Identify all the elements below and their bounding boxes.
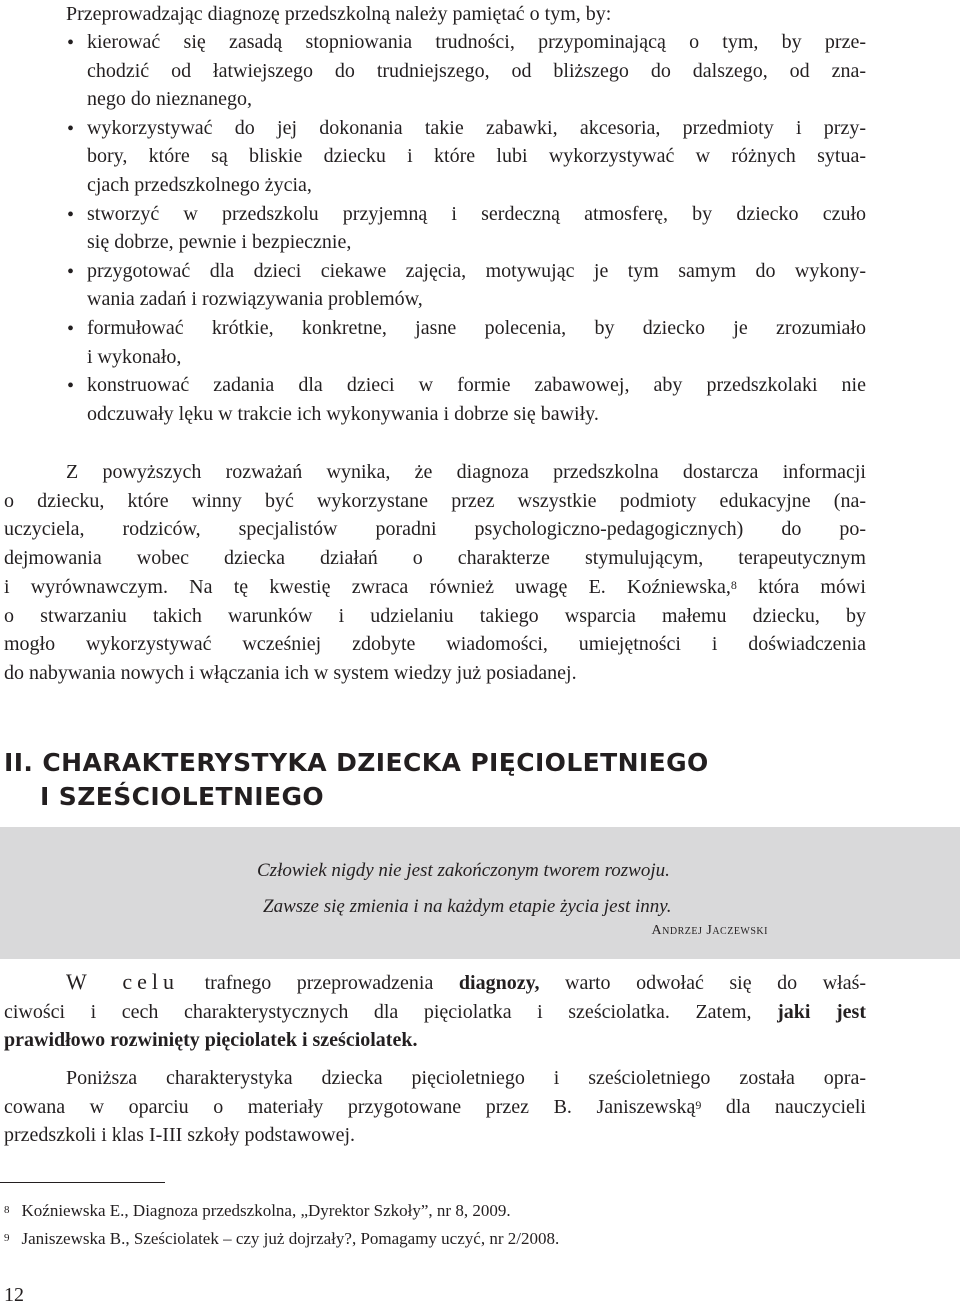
epigraph-line: Człowiek nigdy nie jest zakończonym tworem rozwoju. <box>257 860 670 881</box>
list-item-line: przygotować dla dzieci ciekawe zajęcia, motywując je tym samym do wykony- <box>87 259 866 282</box>
section-heading <box>4 746 709 814</box>
paragraph-text: ciwości i cech charakterystycznych dla pięciolatka i sześciolatka. Zatem, <box>4 1000 778 1023</box>
paragraph-line: dejmowania wobec dziecka działań o charakterze stymulującym, terapeutycznym <box>4 547 866 570</box>
spaced-lead-text: W celu <box>66 969 180 994</box>
list-item-line: chodzić od łatwiejszego do trudniejszego, od bliższego do dalszego, od zna- <box>87 59 866 82</box>
bullet-icon: • <box>67 32 75 54</box>
list-item-line: konstruować zadania dla dzieci w formie zabawowej, aby przedszkolaki nie <box>87 374 866 397</box>
footnote-number: 8 <box>4 1204 10 1216</box>
epigraph-box <box>0 827 960 959</box>
list-item-line: nego do nieznanego, <box>87 88 252 111</box>
paragraph-line: mogło wykorzystywać wcześniej zdobyte wiadomości, umiejętności i doświadczenia <box>4 633 866 656</box>
footnote-9 <box>4 1228 559 1250</box>
epigraph-quote <box>257 853 769 925</box>
paragraph-line: uczyciela, rodziców, specjalistów poradni psychologiczno-pedagogicznych) do po- <box>4 518 866 541</box>
bullet-icon: • <box>67 203 75 226</box>
section-heading-line: I SZEŚCIOLETNIEGO <box>40 782 325 811</box>
paragraph-line <box>4 998 866 1027</box>
footnote-number: 9 <box>4 1232 10 1244</box>
paragraph-diagnosis-summary <box>4 458 866 688</box>
paragraph-line: o stwarzaniu takich warunków i udzielaniu takiego wsparcia małemu dziecku, by <box>4 604 866 627</box>
footnote-text: Janiszewska B., Sześciolatek – czy już dojrzały?, Pomagamy uczyć, nr 2/2008. <box>21 1229 560 1248</box>
bullet-icon: • <box>67 260 75 283</box>
bold-text: prawidłowo rozwinięty pięciolatek i sześciolatek. <box>4 1029 418 1052</box>
paragraph-source <box>4 1064 866 1150</box>
bullet-icon: • <box>67 375 75 398</box>
paragraph-text: i wyrównawczym. Na tę kwestię zwraca również uwagę E. Koźniewska, <box>4 575 731 598</box>
paragraph-text: dla nauczycieli <box>701 1095 866 1118</box>
list-item-line: odczuwały lęku w trakcie ich wykonywania i dobrze się bawiły. <box>87 402 599 425</box>
paragraph-line: przedszkoli i klas I-III szkoły podstawowej. <box>4 1124 356 1147</box>
footnote-text: Koźniewska E., Diagnoza przedszkolna, „Dyrektor Szkoły”, nr 8, 2009. <box>21 1201 511 1220</box>
paragraph-purpose <box>4 968 866 1055</box>
list-item <box>66 28 866 114</box>
bullet-icon: • <box>67 317 75 340</box>
list-item <box>66 257 866 314</box>
footnote-divider <box>0 1182 165 1183</box>
section-heading-line: II. CHARAKTERYSTYKA DZIECKA PIĘCIOLETNIEGO <box>4 748 709 777</box>
paragraph-line <box>4 573 866 602</box>
list-item <box>66 314 866 371</box>
paragraph-line <box>4 968 866 998</box>
intro-line: Przeprowadzając diagnozę przedszkolną należy pamiętać o tym, by: <box>66 3 612 25</box>
paragraph-text: cowana w oparciu o materiały przygotowane przez B. Janiszewską <box>4 1095 696 1118</box>
footnote-8 <box>4 1200 511 1222</box>
paragraph-line: Z powyższych rozważań wynika, że diagnoza przedszkolna dostarcza informacji <box>66 461 866 483</box>
list-item-line: wykorzystywać do jej dokonania takie zabawki, akcesoria, przedmioty i przy- <box>87 116 866 139</box>
bullet-list <box>66 28 866 428</box>
bullet-icon: • <box>67 117 75 140</box>
bold-text: diagnozy, <box>458 972 540 994</box>
paragraph-line: Poniższa charakterystyka dziecka pięcioletniego i sześcioletniego została opra- <box>66 1067 866 1089</box>
list-item-line: stworzyć w przedszkolu przyjemną i serdeczną atmosferę, by dziecko czuło <box>87 202 866 225</box>
paragraph-line: do nabywania nowych i włączania ich w system wiedzy już posiadanej. <box>4 661 577 684</box>
list-item-line: wania zadań i rozwiązywania problemów, <box>87 288 423 311</box>
list-item <box>66 371 866 428</box>
paragraph-line <box>4 1026 866 1055</box>
list-item-line: cjach przedszkolnego życia, <box>87 173 312 196</box>
bold-text: jaki jest <box>777 1000 866 1023</box>
page-number: 12 <box>4 1284 24 1306</box>
list-item-line: formułować krótkie, konkretne, jasne polecenia, by dziecko je zrozumiało <box>87 316 866 339</box>
paragraph-text: warto odwołać się do właś- <box>539 972 867 994</box>
footnote-ref-9[interactable]: 9 <box>695 1097 702 1112</box>
paragraph-text: która mówi <box>736 575 866 598</box>
epigraph-author: Andrzej Jaczewski <box>651 923 768 938</box>
list-item-line: się dobrze, pewnie i bezpiecznie, <box>87 231 352 254</box>
paragraph-line <box>4 1093 866 1122</box>
footnote-ref-8[interactable]: 8 <box>730 577 737 592</box>
list-item-line: kierować się zasadą stopniowania trudności, przypominającą o tym, by prze- <box>87 31 866 53</box>
list-item-line: i wykonało, <box>87 345 182 368</box>
epigraph-line: Zawsze się zmienia i na każdym etapie życia jest inny. <box>263 896 672 917</box>
paragraph-line: o dziecku, które winny być wykorzystane przez wszystkie podmioty edukacyjne (na- <box>4 489 866 512</box>
list-item <box>66 200 866 257</box>
list-item <box>66 114 866 200</box>
paragraph-text: trafnego przeprowadzenia <box>179 972 459 994</box>
list-item-line: bory, które są bliskie dziecku i które lubi wykorzystywać w różnych sytua- <box>87 145 866 168</box>
